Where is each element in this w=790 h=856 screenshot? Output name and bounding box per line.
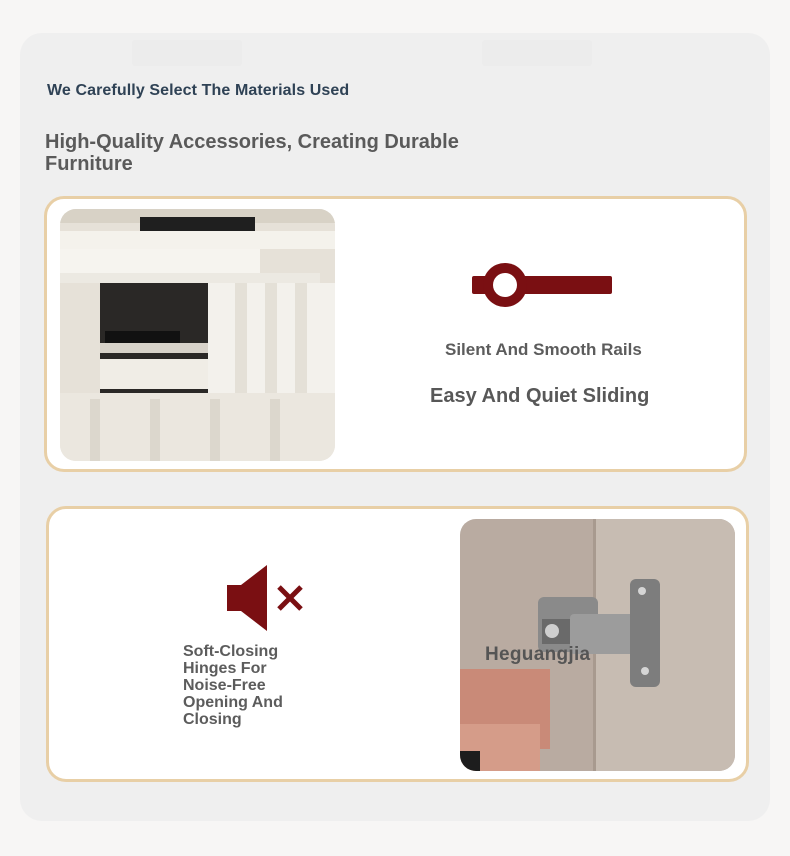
faded-header-mark (132, 40, 242, 66)
section-headline: High-Quality Accessories, Creating Durable Furniture (45, 131, 459, 175)
hinges-feature-label: Soft-Closing Hinges For Noise-Free Opening And Closing (183, 643, 283, 728)
feature-card-rails (44, 196, 747, 472)
mute-speaker-icon (227, 565, 307, 631)
hinge-image-caption: Heguangjia (485, 644, 591, 665)
rail-icon (472, 263, 614, 309)
section-eyebrow: We Carefully Select The Materials Used (47, 82, 350, 99)
drawer-slide-photo (60, 209, 335, 461)
rails-feature-subtitle: Easy And Quiet Sliding (430, 385, 650, 407)
rails-feature-label: Silent And Smooth Rails (445, 340, 642, 359)
faded-header-mark (482, 40, 592, 66)
feature-card-hinges (46, 506, 749, 782)
hinge-photo (460, 519, 735, 771)
